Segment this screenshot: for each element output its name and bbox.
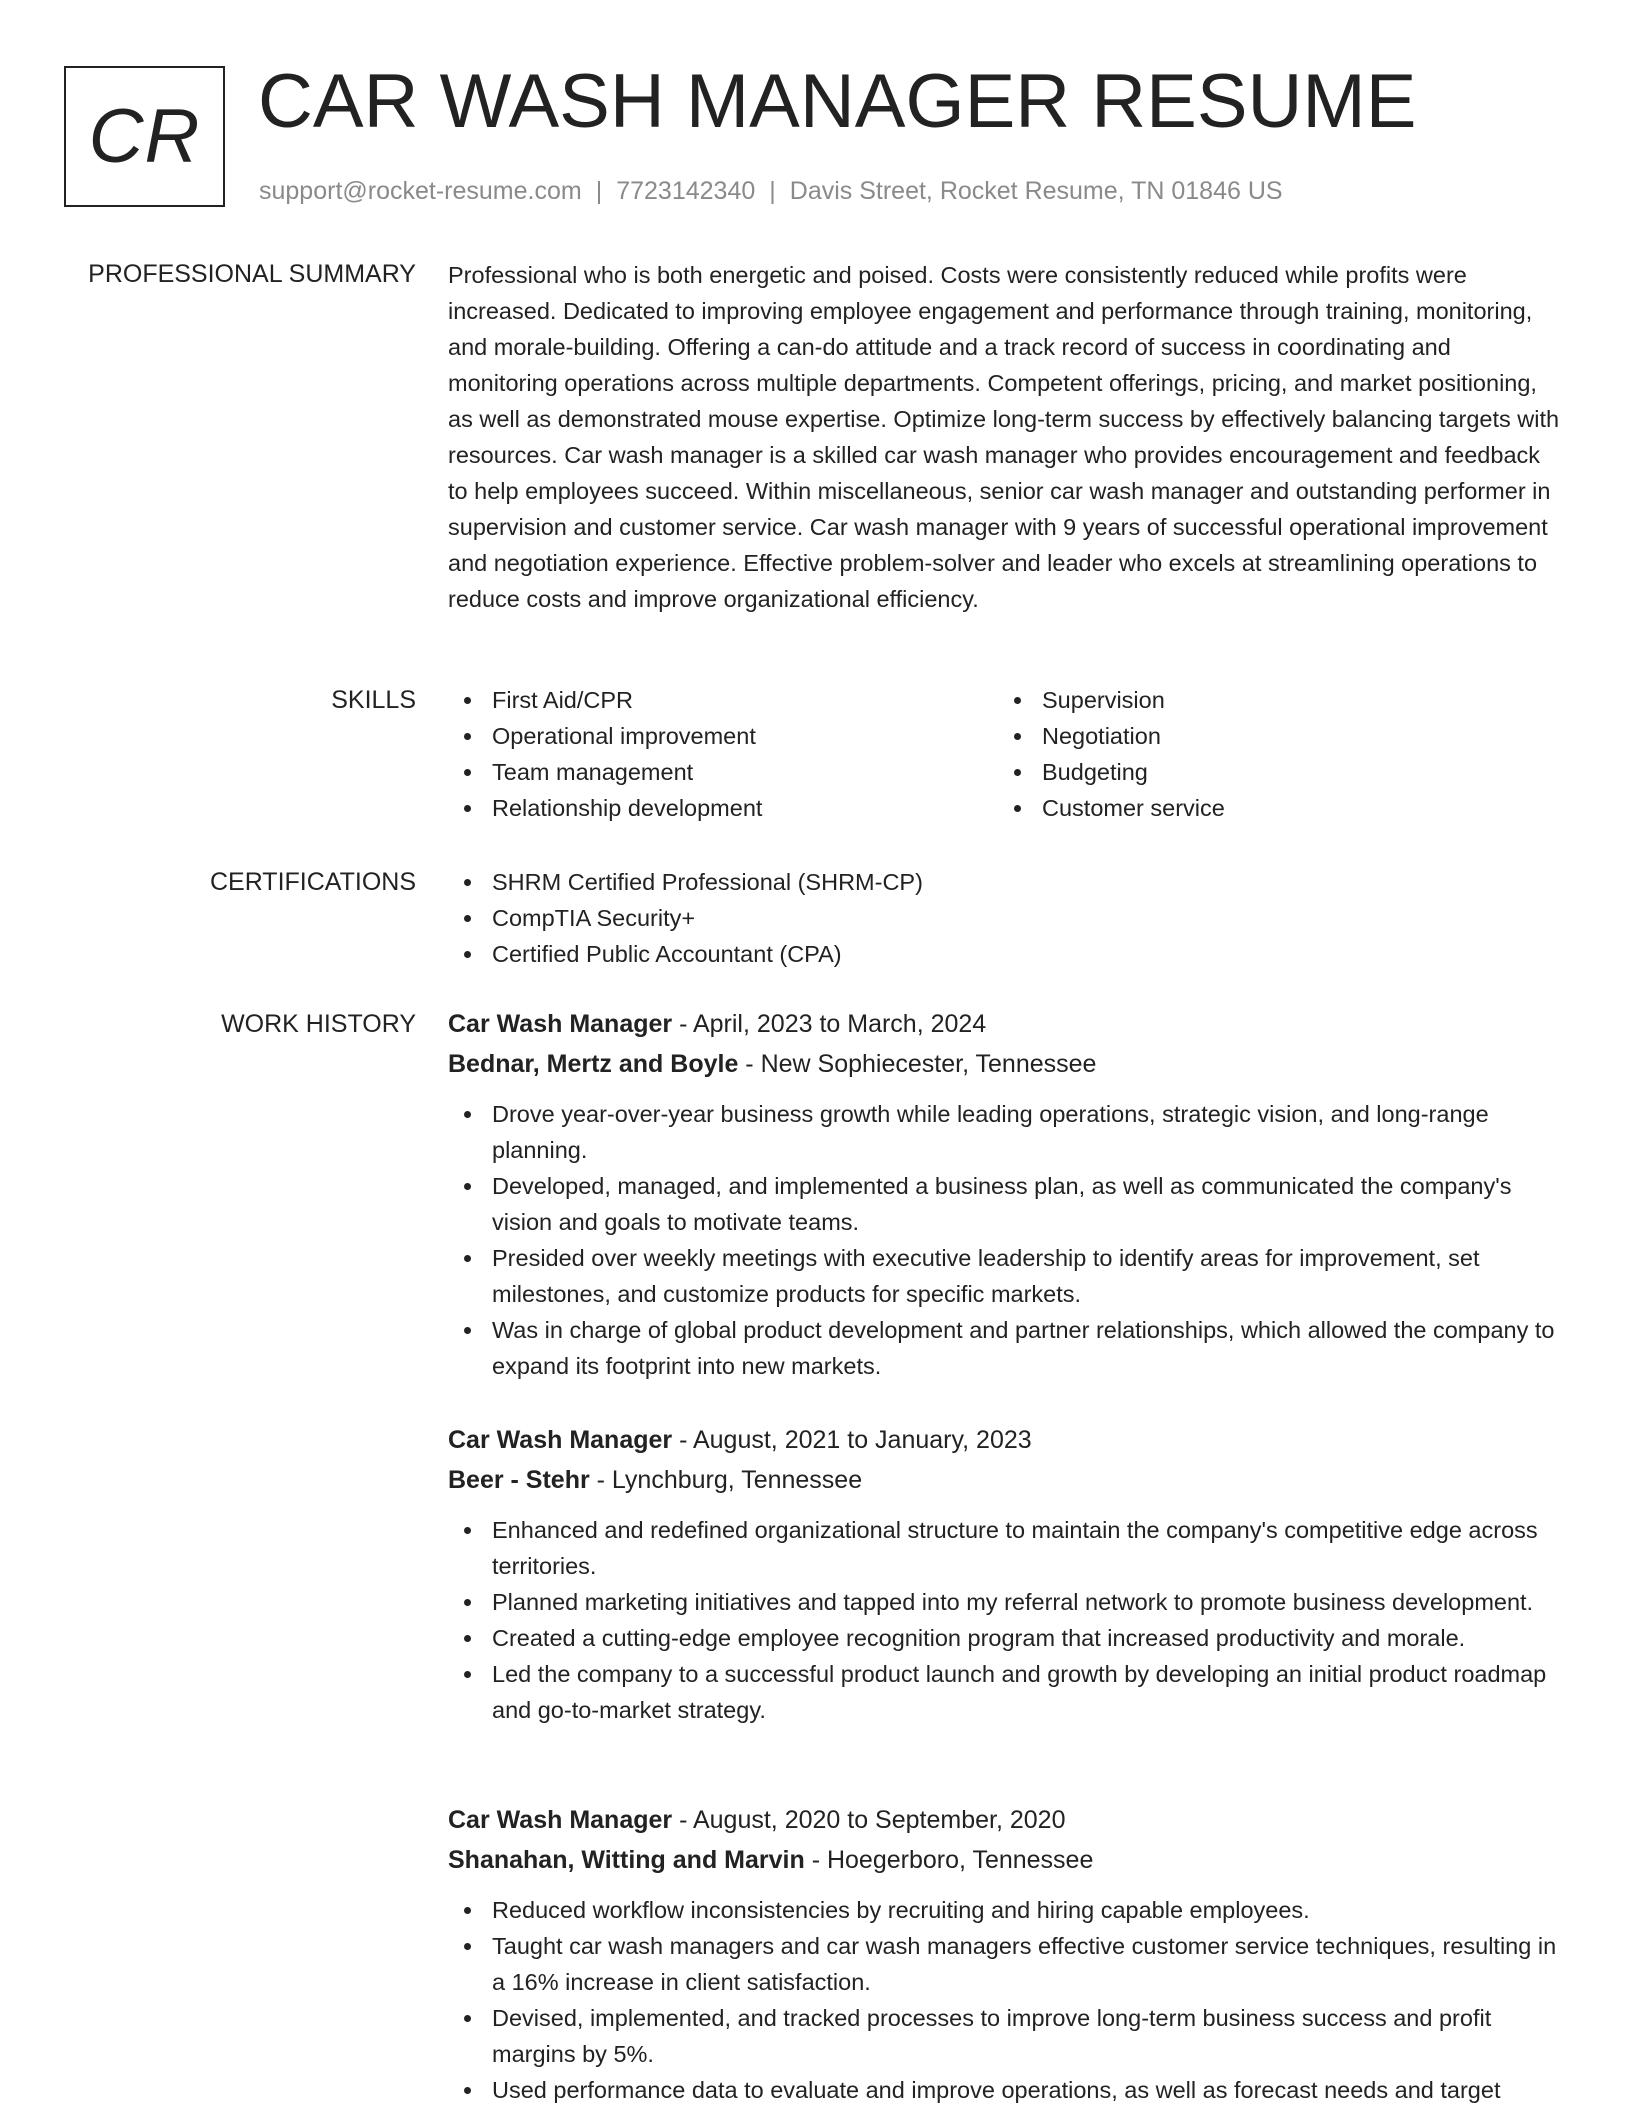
certification-item: SHRM Certified Professional (SHRM-CP) [448,864,1448,900]
resume-title: CAR WASH MANAGER RESUME [258,59,1417,144]
section-title-certifications: CERTIFICATIONS [209,868,416,896]
job-location: - New Sophiecester, Tennessee [738,1050,1097,1078]
job-entry [448,1004,1566,1384]
job-company: Bednar, Mertz and Boyle [448,1050,739,1078]
monogram-badge [64,66,225,207]
contact-phone: 7723142340 [616,177,756,205]
certification-item: CompTIA Security+ [448,900,1448,936]
job-title-line [448,1420,1566,1460]
job-bullet: Developed, managed, and implemented a business plan, as well as communicated the company's vision and goals to motivate teams. [448,1168,1566,1240]
skill-item: Relationship development [448,790,968,826]
skill-item: Supervision [998,682,1518,718]
job-title-line [448,1004,1566,1044]
job-company-line [448,1460,1566,1500]
job-location: - Hoegerboro, Tennessee [804,1846,1094,1874]
section-title-summary: PROFESSIONAL SUMMARY [88,260,416,288]
skill-item: First Aid/CPR [448,682,968,718]
job-role: Car Wash Manager [448,1806,673,1834]
job-bullet: Enhanced and redefined organizational structure to maintain the company's competitive edge across territories. [448,1512,1566,1584]
job-bullet: Used performance data to evaluate and improve operations, as well as forecast needs and target [448,2072,1566,2108]
job-bullet: Was in charge of global product development and partner relationships, which allowed the company to expand its footprint into new markets. [448,1312,1566,1384]
job-company: Beer - Stehr [448,1466,590,1494]
certifications-list [448,864,1448,972]
job-role: Car Wash Manager [448,1010,673,1038]
skill-item: Negotiation [998,718,1518,754]
certification-item: Certified Public Accountant (CPA) [448,936,1448,972]
skills-list-right [998,682,1518,826]
contact-line [259,174,1283,208]
job-title-line [448,1800,1566,1840]
job-entry [448,1420,1566,1728]
contact-separator: | [769,177,776,205]
job-location: - Lynchburg, Tennessee [589,1466,863,1494]
summary-text: Professional who is both energetic and poised. Costs were consistently reduced while profits were increased. Dedicated to improving employee engagement and performance through training, monitoring, and morale-building. Offering a can-do attitude and a track record of success in coordinating and monitoring operations across multiple departments. Competent offerings, pricing, and market positioning, as well as demonstrated mouse expertise. Optimize long-term success by effectively balancing targets with resources. Car wash manager is a skilled car wash manager who provides encouragement and feedback to help employees succeed. Within miscellaneous, senior car wash manager and outstanding performer in supervision and customer service. Car wash manager with 9 years of successful operational improvement and negotiation experience. Effective problem-solver and leader who excels at streamlining operations to reduce costs and improve organizational efficiency. [448,262,1560,612]
job-bullet: Led the company to a successful product launch and growth by developing an initial product roadmap and go-to-market strategy. [448,1656,1566,1728]
job-dates: - August, 2021 to January, 2023 [672,1426,1032,1454]
skill-item: Team management [448,754,968,790]
job-bullet: Taught car wash managers and car wash managers effective customer service techniques, resulting in a 16% increase in client satisfaction. [448,1928,1566,2000]
job-dates: - April, 2023 to March, 2024 [672,1010,987,1038]
job-bullet: Presided over weekly meetings with executive leadership to identify areas for improvement, set milestones, and customize products for specific markets. [448,1240,1566,1312]
job-company-line [448,1840,1566,1880]
skill-item: Budgeting [998,754,1518,790]
job-bullet: Created a cutting-edge employee recognition program that increased productivity and morale. [448,1620,1566,1656]
job-company: Shanahan, Witting and Marvin [448,1846,805,1874]
job-bullet: Planned marketing initiatives and tapped into my referral network to promote business development. [448,1584,1566,1620]
job-company-line [448,1044,1566,1084]
job-bullet: Devised, implemented, and tracked processes to improve long-term business success and profit margins by 5%. [448,2000,1566,2072]
contact-address: Davis Street, Rocket Resume, TN 01846 US [789,177,1283,205]
skill-item: Operational improvement [448,718,968,754]
section-title-work-history: WORK HISTORY [221,1010,416,1038]
skill-item: Customer service [998,790,1518,826]
skills-list-left [448,682,968,826]
monogram-initials: CR [88,94,201,179]
job-entry [448,1800,1566,2108]
contact-separator: | [595,177,603,205]
job-bullet: Reduced workflow inconsistencies by recruiting and hiring capable employees. [448,1892,1566,1928]
section-title-skills: SKILLS [331,686,416,714]
job-dates: - August, 2020 to September, 2020 [672,1806,1066,1834]
contact-email: support@rocket-resume.com [259,177,582,205]
job-bullet: Drove year-over-year business growth while leading operations, strategic vision, and long-range planning. [448,1096,1566,1168]
job-role: Car Wash Manager [448,1426,673,1454]
